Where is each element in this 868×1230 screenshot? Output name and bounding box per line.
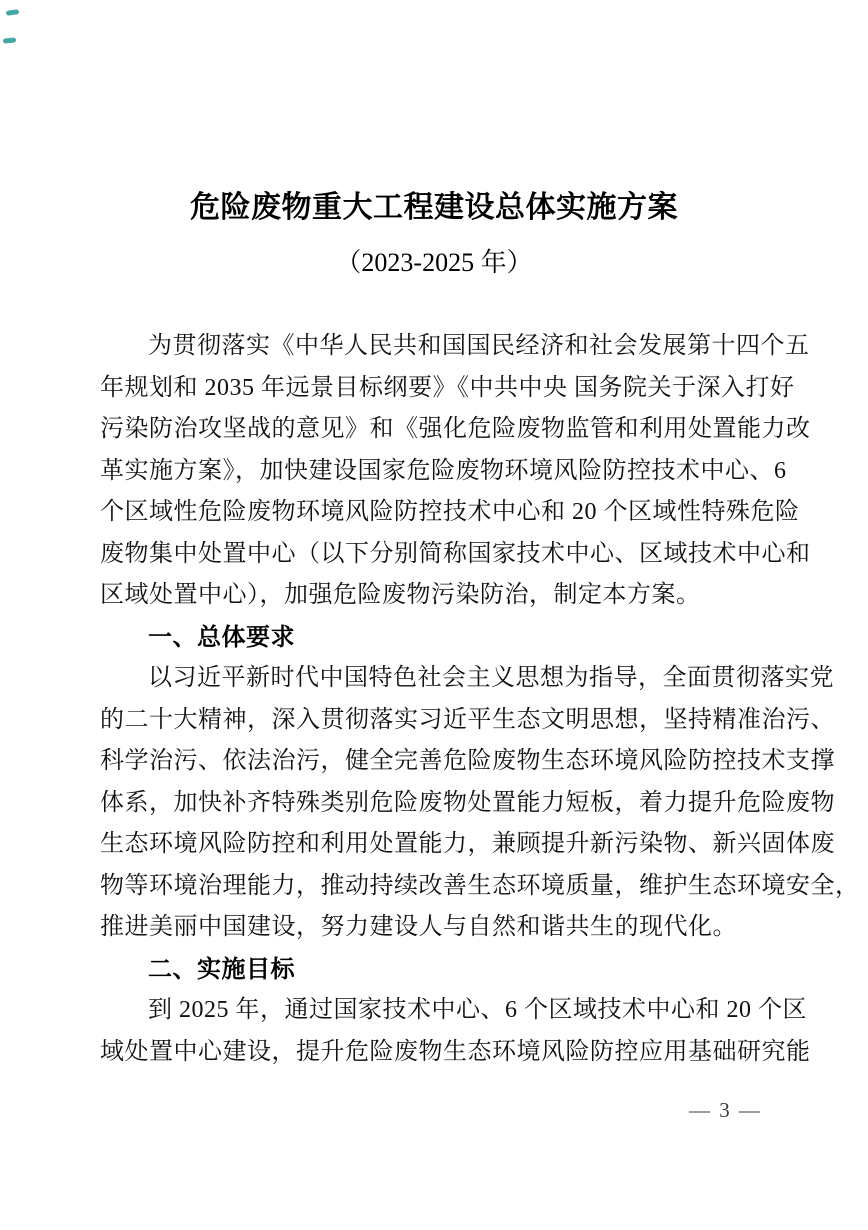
- body-line: 物等环境治理能力，推动持续改善生态环境质量，维护生态环境安全，: [100, 872, 860, 899]
- body-line: 革实施方案》，加快建设国家危险废物环境风险防控技术中心、6: [100, 457, 787, 484]
- body-line: 科学治污、依法治污，健全完善危险废物生态环境风险防控技术支撑: [100, 748, 835, 774]
- body-line: 的二十大精神，深入贯彻落实习近平生态文明思想，坚持精准治污、: [100, 706, 835, 733]
- body-line: 污染防治攻坚战的意见》和《强化危险废物监管和利用处置能力改: [100, 416, 811, 442]
- annotation-mark: [6, 9, 20, 16]
- annotation-mark: [3, 37, 16, 43]
- body-line: 区域处置中心），加强危险废物污染防治，制定本方案。: [100, 582, 701, 608]
- document-body: [100, 326, 860, 1073]
- body-line: 废物集中处置中心（以下分别简称国家技术中心、区域技术中心和: [100, 540, 811, 567]
- section-heading: 一、总体要求: [148, 623, 295, 651]
- body-line: 年规划和 2035 年远景目标纲要》《中共中央 国务院关于深入打好: [100, 374, 795, 401]
- body-line: 推进美丽中国建设，努力建设人与自然和谐共生的现代化。: [100, 914, 737, 940]
- document-subtitle: （2023-2025 年）: [335, 248, 533, 277]
- body-line: 个区域性危险废物环境风险防控技术中心和 20 个区域性特殊危险: [100, 499, 800, 525]
- section-heading: 二、实施目标: [148, 955, 295, 983]
- body-line: 以习近平新时代中国特色社会主义思想为指导，全面贯彻落实党: [148, 665, 834, 691]
- body-line: 生态环境风险防控和利用处置能力，兼顾提升新污染物、新兴固体废: [100, 831, 835, 857]
- body-line: 域处置中心建设，提升危险废物生态环境风险防控应用基础研究能: [100, 1038, 811, 1065]
- body-line: 到 2025 年，通过国家技术中心、6 个区域技术中心和 20 个区: [148, 997, 807, 1023]
- page-number: — 3 —: [689, 1098, 762, 1122]
- body-line: 为贯彻落实《中华人民共和国国民经济和社会发展第十四个五: [148, 333, 810, 359]
- body-line: 体系，加快补齐特殊类别危险废物处置能力短板，着力提升危险废物: [100, 789, 835, 816]
- document-title: 危险废物重大工程建设总体实施方案: [190, 191, 678, 224]
